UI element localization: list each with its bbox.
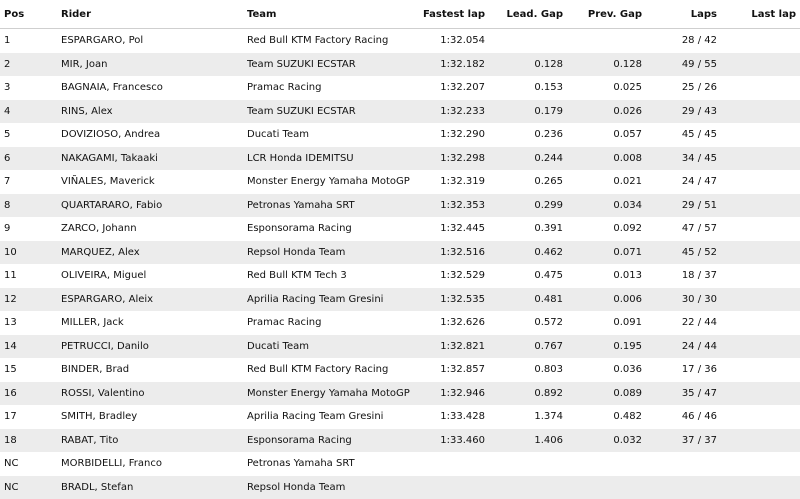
cell-lead-gap: 0.128 bbox=[485, 53, 563, 77]
cell-fastest-lap: 1:32.529 bbox=[415, 264, 485, 288]
table-row[interactable] bbox=[0, 382, 800, 406]
cell-fastest-lap: 1:32.535 bbox=[415, 288, 485, 312]
cell-pos: 16 bbox=[0, 382, 61, 406]
cell-laps: 28 / 42 bbox=[642, 29, 717, 53]
cell-team: Pramac Racing bbox=[247, 311, 415, 335]
cell-prev-gap: 0.036 bbox=[563, 358, 642, 382]
cell-lead-gap: 0.391 bbox=[485, 217, 563, 241]
cell-rider: MORBIDELLI, Franco bbox=[61, 452, 247, 476]
cell-lead-gap: 1.406 bbox=[485, 429, 563, 453]
cell-last-lap bbox=[717, 100, 800, 124]
cell-last-lap bbox=[717, 358, 800, 382]
cell-fastest-lap: 1:32.319 bbox=[415, 170, 485, 194]
cell-prev-gap: 0.006 bbox=[563, 288, 642, 312]
cell-fastest-lap: 1:32.233 bbox=[415, 100, 485, 124]
cell-team: Esponsorama Racing bbox=[247, 429, 415, 453]
cell-laps: 47 / 57 bbox=[642, 217, 717, 241]
cell-lead-gap: 0.462 bbox=[485, 241, 563, 265]
cell-pos: NC bbox=[0, 452, 61, 476]
cell-laps: 45 / 52 bbox=[642, 241, 717, 265]
cell-last-lap bbox=[717, 170, 800, 194]
cell-lead-gap: 0.475 bbox=[485, 264, 563, 288]
cell-pos: 15 bbox=[0, 358, 61, 382]
cell-fastest-lap: 1:32.290 bbox=[415, 123, 485, 147]
cell-prev-gap: 0.025 bbox=[563, 76, 642, 100]
cell-rider: NAKAGAMI, Takaaki bbox=[61, 147, 247, 171]
cell-laps: 25 / 26 bbox=[642, 76, 717, 100]
table-row[interactable] bbox=[0, 476, 800, 499]
cell-laps: 37 / 37 bbox=[642, 429, 717, 453]
cell-last-lap bbox=[717, 264, 800, 288]
cell-last-lap bbox=[717, 311, 800, 335]
cell-team: Ducati Team bbox=[247, 335, 415, 359]
cell-last-lap bbox=[717, 335, 800, 359]
cell-lead-gap: 0.179 bbox=[485, 100, 563, 124]
table-row[interactable] bbox=[0, 288, 800, 312]
cell-laps: 17 / 36 bbox=[642, 358, 717, 382]
cell-team: Petronas Yamaha SRT bbox=[247, 452, 415, 476]
cell-team: LCR Honda IDEMITSU bbox=[247, 147, 415, 171]
cell-pos: 1 bbox=[0, 29, 61, 53]
table-row[interactable] bbox=[0, 405, 800, 429]
cell-pos: 12 bbox=[0, 288, 61, 312]
cell-lead-gap: 0.572 bbox=[485, 311, 563, 335]
cell-rider: BAGNAIA, Francesco bbox=[61, 76, 247, 100]
cell-prev-gap: 0.032 bbox=[563, 429, 642, 453]
cell-pos: 18 bbox=[0, 429, 61, 453]
cell-team: Esponsorama Racing bbox=[247, 217, 415, 241]
col-header-rider[interactable]: Rider bbox=[61, 0, 247, 29]
cell-pos: 13 bbox=[0, 311, 61, 335]
cell-team: Team SUZUKI ECSTAR bbox=[247, 100, 415, 124]
cell-fastest-lap: 1:32.207 bbox=[415, 76, 485, 100]
cell-rider: ZARCO, Johann bbox=[61, 217, 247, 241]
cell-team: Red Bull KTM Factory Racing bbox=[247, 358, 415, 382]
header-row bbox=[0, 0, 800, 29]
cell-lead-gap: 1.374 bbox=[485, 405, 563, 429]
cell-prev-gap: 0.128 bbox=[563, 53, 642, 77]
cell-team: Petronas Yamaha SRT bbox=[247, 194, 415, 218]
cell-fastest-lap: 1:32.353 bbox=[415, 194, 485, 218]
cell-laps: 18 / 37 bbox=[642, 264, 717, 288]
cell-prev-gap: 0.071 bbox=[563, 241, 642, 265]
cell-fastest-lap: 1:32.182 bbox=[415, 53, 485, 77]
cell-lead-gap: 0.236 bbox=[485, 123, 563, 147]
cell-rider: ESPARGARO, Aleix bbox=[61, 288, 247, 312]
cell-lead-gap: 0.803 bbox=[485, 358, 563, 382]
cell-lead-gap: 0.265 bbox=[485, 170, 563, 194]
table-row[interactable] bbox=[0, 170, 800, 194]
cell-fastest-lap: 1:33.428 bbox=[415, 405, 485, 429]
table-row[interactable] bbox=[0, 311, 800, 335]
cell-prev-gap: 0.482 bbox=[563, 405, 642, 429]
cell-pos: 4 bbox=[0, 100, 61, 124]
cell-prev-gap: 0.092 bbox=[563, 217, 642, 241]
cell-laps bbox=[642, 452, 717, 476]
cell-rider: MILLER, Jack bbox=[61, 311, 247, 335]
cell-fastest-lap bbox=[415, 452, 485, 476]
table-row[interactable] bbox=[0, 429, 800, 453]
table-row[interactable] bbox=[0, 358, 800, 382]
cell-pos: 14 bbox=[0, 335, 61, 359]
table-row[interactable] bbox=[0, 123, 800, 147]
cell-last-lap bbox=[717, 241, 800, 265]
cell-prev-gap bbox=[563, 452, 642, 476]
cell-last-lap bbox=[717, 123, 800, 147]
cell-team: Monster Energy Yamaha MotoGP bbox=[247, 170, 415, 194]
cell-rider: MARQUEZ, Alex bbox=[61, 241, 247, 265]
cell-rider: ESPARGARO, Pol bbox=[61, 29, 247, 53]
cell-laps: 29 / 51 bbox=[642, 194, 717, 218]
cell-last-lap bbox=[717, 53, 800, 77]
table-row[interactable] bbox=[0, 217, 800, 241]
cell-fastest-lap: 1:32.857 bbox=[415, 358, 485, 382]
cell-fastest-lap: 1:32.054 bbox=[415, 29, 485, 53]
table-row[interactable] bbox=[0, 29, 800, 53]
table-row[interactable] bbox=[0, 194, 800, 218]
cell-lead-gap bbox=[485, 29, 563, 53]
cell-laps: 24 / 47 bbox=[642, 170, 717, 194]
cell-last-lap bbox=[717, 452, 800, 476]
table-row[interactable] bbox=[0, 264, 800, 288]
cell-laps: 24 / 44 bbox=[642, 335, 717, 359]
cell-fastest-lap: 1:32.516 bbox=[415, 241, 485, 265]
cell-pos: 10 bbox=[0, 241, 61, 265]
cell-pos: 7 bbox=[0, 170, 61, 194]
cell-lead-gap: 0.767 bbox=[485, 335, 563, 359]
cell-lead-gap bbox=[485, 476, 563, 499]
cell-pos: 2 bbox=[0, 53, 61, 77]
cell-team: Aprilia Racing Team Gresini bbox=[247, 288, 415, 312]
cell-prev-gap: 0.195 bbox=[563, 335, 642, 359]
cell-last-lap bbox=[717, 217, 800, 241]
cell-last-lap bbox=[717, 382, 800, 406]
cell-pos: NC bbox=[0, 476, 61, 499]
cell-pos: 17 bbox=[0, 405, 61, 429]
cell-rider: ROSSI, Valentino bbox=[61, 382, 247, 406]
cell-laps: 22 / 44 bbox=[642, 311, 717, 335]
cell-pos: 11 bbox=[0, 264, 61, 288]
cell-lead-gap: 0.244 bbox=[485, 147, 563, 171]
cell-prev-gap: 0.008 bbox=[563, 147, 642, 171]
cell-pos: 8 bbox=[0, 194, 61, 218]
cell-prev-gap: 0.034 bbox=[563, 194, 642, 218]
cell-rider: MIR, Joan bbox=[61, 53, 247, 77]
cell-team: Team SUZUKI ECSTAR bbox=[247, 53, 415, 77]
cell-last-lap bbox=[717, 429, 800, 453]
cell-lead-gap: 0.892 bbox=[485, 382, 563, 406]
table-row[interactable] bbox=[0, 76, 800, 100]
cell-fastest-lap: 1:32.298 bbox=[415, 147, 485, 171]
cell-lead-gap: 0.299 bbox=[485, 194, 563, 218]
cell-team: Repsol Honda Team bbox=[247, 241, 415, 265]
table-row[interactable] bbox=[0, 100, 800, 124]
cell-last-lap bbox=[717, 194, 800, 218]
results-body bbox=[0, 29, 800, 499]
cell-rider: QUARTARARO, Fabio bbox=[61, 194, 247, 218]
cell-prev-gap bbox=[563, 476, 642, 499]
cell-last-lap bbox=[717, 288, 800, 312]
cell-fastest-lap: 1:33.460 bbox=[415, 429, 485, 453]
cell-team: Red Bull KTM Factory Racing bbox=[247, 29, 415, 53]
cell-pos: 3 bbox=[0, 76, 61, 100]
col-header-last-lap[interactable]: Last lap bbox=[717, 0, 800, 29]
cell-rider: SMITH, Bradley bbox=[61, 405, 247, 429]
col-header-team[interactable]: Team bbox=[247, 0, 415, 29]
col-header-laps[interactable]: Laps bbox=[642, 0, 717, 29]
table-row[interactable] bbox=[0, 452, 800, 476]
cell-team: Red Bull KTM Tech 3 bbox=[247, 264, 415, 288]
cell-prev-gap: 0.026 bbox=[563, 100, 642, 124]
cell-team: Pramac Racing bbox=[247, 76, 415, 100]
table-row[interactable] bbox=[0, 335, 800, 359]
cell-prev-gap: 0.091 bbox=[563, 311, 642, 335]
cell-rider: BINDER, Brad bbox=[61, 358, 247, 382]
col-header-lead-gap[interactable]: Lead. Gap bbox=[485, 0, 563, 29]
cell-rider: PETRUCCI, Danilo bbox=[61, 335, 247, 359]
col-header-prev-gap[interactable]: Prev. Gap bbox=[563, 0, 642, 29]
cell-prev-gap: 0.089 bbox=[563, 382, 642, 406]
cell-rider: RINS, Alex bbox=[61, 100, 247, 124]
cell-laps: 49 / 55 bbox=[642, 53, 717, 77]
cell-team: Aprilia Racing Team Gresini bbox=[247, 405, 415, 429]
cell-prev-gap: 0.057 bbox=[563, 123, 642, 147]
table-row[interactable] bbox=[0, 241, 800, 265]
cell-last-lap bbox=[717, 147, 800, 171]
cell-last-lap bbox=[717, 29, 800, 53]
cell-rider: VIÑALES, Maverick bbox=[61, 170, 247, 194]
cell-last-lap bbox=[717, 76, 800, 100]
col-header-fastest-lap[interactable]: Fastest lap bbox=[415, 0, 485, 29]
cell-prev-gap: 0.021 bbox=[563, 170, 642, 194]
cell-fastest-lap: 1:32.626 bbox=[415, 311, 485, 335]
cell-prev-gap: 0.013 bbox=[563, 264, 642, 288]
cell-pos: 9 bbox=[0, 217, 61, 241]
table-row[interactable] bbox=[0, 147, 800, 171]
cell-rider: BRADL, Stefan bbox=[61, 476, 247, 499]
cell-last-lap bbox=[717, 405, 800, 429]
cell-laps: 34 / 45 bbox=[642, 147, 717, 171]
cell-laps: 30 / 30 bbox=[642, 288, 717, 312]
cell-laps bbox=[642, 476, 717, 499]
cell-rider: DOVIZIOSO, Andrea bbox=[61, 123, 247, 147]
cell-team: Monster Energy Yamaha MotoGP bbox=[247, 382, 415, 406]
cell-prev-gap bbox=[563, 29, 642, 53]
cell-lead-gap: 0.481 bbox=[485, 288, 563, 312]
cell-laps: 46 / 46 bbox=[642, 405, 717, 429]
cell-fastest-lap: 1:32.821 bbox=[415, 335, 485, 359]
cell-laps: 29 / 43 bbox=[642, 100, 717, 124]
cell-lead-gap bbox=[485, 452, 563, 476]
cell-rider: RABAT, Tito bbox=[61, 429, 247, 453]
col-header-pos[interactable]: Pos bbox=[0, 0, 61, 29]
cell-last-lap bbox=[717, 476, 800, 499]
cell-fastest-lap: 1:32.445 bbox=[415, 217, 485, 241]
cell-pos: 5 bbox=[0, 123, 61, 147]
cell-lead-gap: 0.153 bbox=[485, 76, 563, 100]
cell-rider: OLIVEIRA, Miguel bbox=[61, 264, 247, 288]
cell-team: Ducati Team bbox=[247, 123, 415, 147]
cell-team: Repsol Honda Team bbox=[247, 476, 415, 499]
cell-fastest-lap bbox=[415, 476, 485, 499]
cell-laps: 45 / 45 bbox=[642, 123, 717, 147]
cell-pos: 6 bbox=[0, 147, 61, 171]
cell-laps: 35 / 47 bbox=[642, 382, 717, 406]
table-row[interactable] bbox=[0, 53, 800, 77]
cell-fastest-lap: 1:32.946 bbox=[415, 382, 485, 406]
